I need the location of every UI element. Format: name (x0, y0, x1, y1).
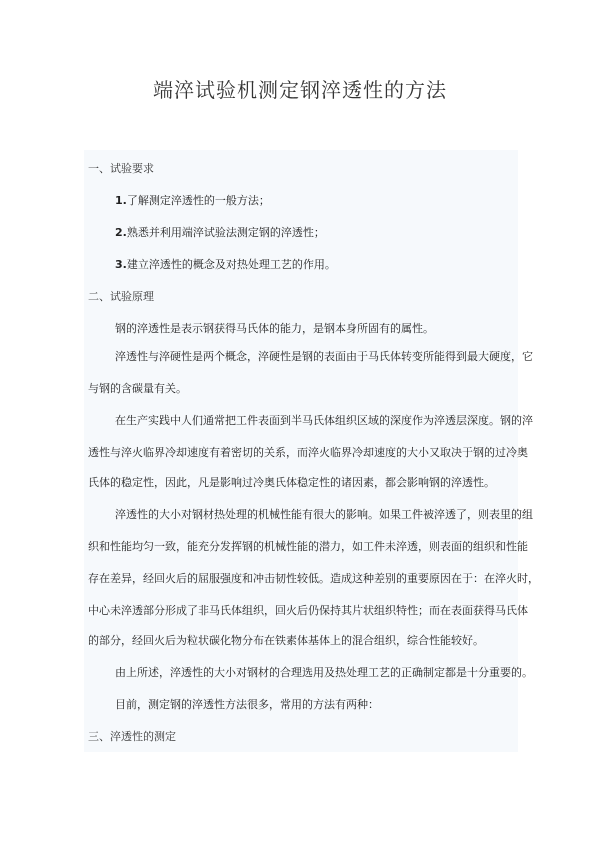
paragraph-line: 存在差异，经回火后的屈服强度和冲击韧性较低。造成这种差别的重要原因在于：在淬火时， (88, 572, 539, 585)
page-title: 端淬试验机测定钢淬透性的方法 (153, 78, 447, 102)
paragraph-line: 的部分，经回火后为粒状碳化物分布在铁素体基体上的混合组织，综合性能较好。 (88, 634, 484, 647)
paragraph-line: 钢的淬透性是表示钢获得马氏体的能力，是钢本身所固有的属性。 (115, 322, 434, 335)
list-item-number: 2. (115, 226, 127, 239)
paragraph-line: 淬透性的大小对钢材热处理的机械性能有很大的影响。如果工件被淬透了，则表里的组 (115, 508, 533, 521)
section-heading-requirements: 一、试验要求 (88, 162, 154, 175)
paragraph-line: 由上所述，淬透性的大小对钢材的合理选用及热处理工艺的正确制定都是十分重要的。 (115, 666, 533, 679)
list-item (115, 258, 336, 272)
paragraph-line: 淬透性与淬硬性是两个概念，淬硬性是钢的表面由于马氏体转变所能得到最大硬度，它 (115, 350, 533, 363)
paragraph-line: 氏体的稳定性，因此，凡是影响过冷奥氏体稳定性的诸因素，都会影响钢的淬透性。 (88, 476, 495, 489)
paragraph-line: 中心未淬透部分形成了非马氏体组织，回火后仍保持其片状组织特性；而在表面获得马氏体 (88, 604, 528, 617)
list-item-number: 3. (115, 258, 127, 271)
list-item-text: 了解测定淬透性的一般方法； (126, 194, 270, 207)
paragraph-line: 透性与淬火临界冷却速度有着密切的关系，而淬火临界冷却速度的大小又取决于钢的过冷奥 (88, 446, 528, 459)
section-heading-measurement: 三、淬透性的测定 (88, 730, 176, 743)
paragraph-line: 与钢的含碳量有关。 (88, 382, 187, 395)
list-item (115, 194, 270, 208)
paragraph-line: 在生产实践中人们通常把工件表面到半马氏体组织区域的深度作为淬透层深度。钢的淬 (115, 414, 533, 427)
list-item-number: 1. (115, 194, 127, 207)
list-item-text: 熟悉并利用端淬试验法测定钢的淬透性； (126, 226, 325, 239)
paragraph-line: 织和性能均匀一致，能充分发挥钢的机械性能的潜力，如工件未淬透，则表面的组织和性能 (88, 540, 528, 553)
paragraph-line: 目前，测定钢的淬透性方法很多，常用的方法有两种： (115, 698, 379, 711)
section-heading-principle: 二、试验原理 (88, 290, 154, 303)
list-item-text: 建立淬透性的概念及对热处理工艺的作用。 (126, 258, 336, 271)
list-item (115, 226, 325, 240)
